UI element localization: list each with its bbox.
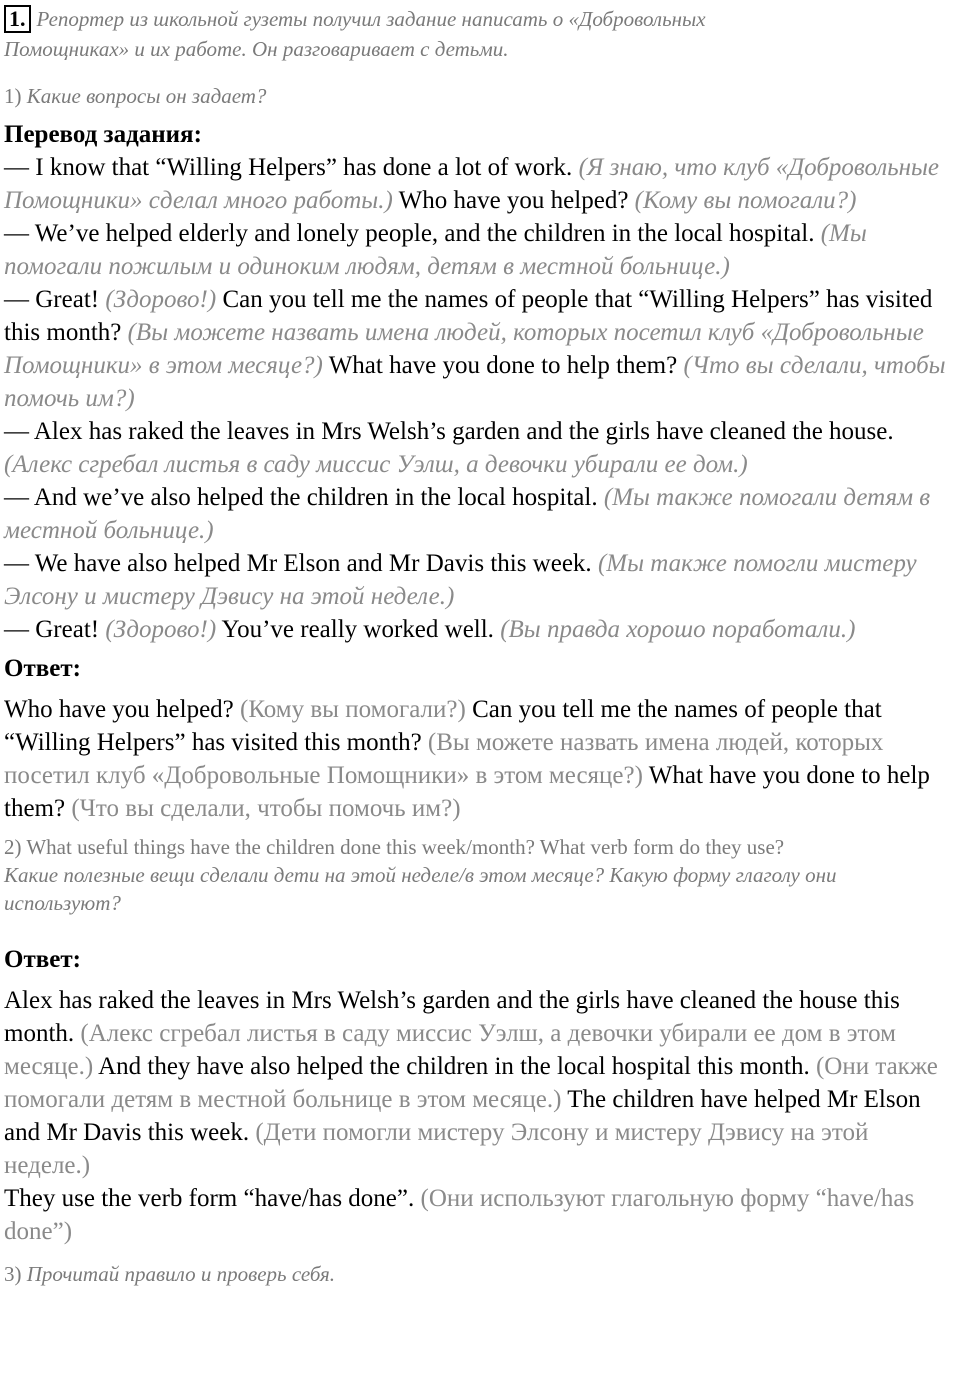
task-intro	[4, 4, 958, 64]
answer-1-en3: What have you done to help them?	[4, 762, 930, 822]
dialog-line-2-en: — We’ve helped elderly and lonely people, and the children in the local hospital.	[4, 220, 815, 247]
question-1	[4, 82, 958, 110]
answer-2-ru3: (Дети помогли мистеру Элсону и мистеру Дэвису на этой неделе.)	[4, 1119, 869, 1179]
answer-1-text	[4, 693, 958, 825]
dialog-line-6-en: — We have also helped Mr Elson and Mr Davis this week.	[4, 550, 592, 577]
answer-1-en1: Who have you helped?	[4, 696, 234, 723]
answer-2-ru2: (Они также помогали детям в местной больнице в этом месяце.)	[4, 1053, 938, 1113]
dialog-line-1-en: — I know that “Willing Helpers” has done a lot of work.	[4, 154, 573, 181]
dialog-line-1-en2: Who have you helped?	[398, 187, 629, 214]
dialog-line-4-en: — Alex has raked the leaves in Mrs Welsh’s garden and the girls have cleaned the house.	[4, 418, 894, 445]
answer-2-en3: The children have helped Mr Elson and Mr Davis this week.	[4, 1086, 921, 1146]
dialog-line-4-ru: (Алекс сгребал листья в саду миссис Уэлш, а девочки убирали ее дом.)	[4, 451, 748, 478]
dialog-line-7-en: — Great!	[4, 616, 100, 643]
dialog-line-2-ru: (Мы помогали пожилым и одиноким людям, детям в местной больнице.)	[4, 220, 867, 280]
question-2	[4, 833, 958, 917]
dialog-line-3-ru2: (Вы можете назвать имена людей, которых посетил клуб «Добровольные Помощники» в этом месяце?)	[4, 319, 924, 379]
answer-2-en1: Alex has raked the leaves in Mrs Welsh’s garden and the girls have cleaned the house this month.	[4, 987, 900, 1047]
dialog-line-7-ru2: (Вы правда хорошо поработали.)	[500, 616, 856, 643]
answer-1-ru1: (Кому вы помогали?)	[240, 696, 466, 723]
answer-1-ru2: (Вы можете назвать имена людей, которых посетил клуб «Добровольные Помощники» в этом месяце?)	[4, 729, 884, 789]
answer-2-text	[4, 984, 958, 1248]
dialog-line-7-ru: (Здорово!)	[105, 616, 217, 643]
dialog-line-3-ru3: (Что вы сделали, чтобы помочь им?)	[4, 352, 946, 412]
answer-2-en2: And they have also helped the children in the local hospital this month.	[98, 1053, 810, 1080]
translation-text	[4, 151, 958, 646]
question-3-text: Прочитай правило и проверь себя.	[26, 1262, 335, 1286]
answer-1-en2: Can you tell me the names of people that “Willing Helpers” has visited this month?	[4, 696, 882, 756]
question-3	[4, 1260, 958, 1288]
dialog-line-3-en3: What have you done to help them?	[328, 352, 678, 379]
task-intro-line1: Репортер из школьной гузеты получил задание написать о «Добровольных	[36, 7, 706, 31]
question-1-number: 1)	[4, 84, 22, 108]
question-1-text: Какие вопросы он задает?	[26, 84, 267, 108]
dialog-line-7-en2: You’ve really worked well.	[221, 616, 494, 643]
dialog-line-3-en: — Great!	[4, 286, 100, 313]
question-2-ru: Какие полезные вещи сделали дети на этой неделе/в этом месяце? Какую форму глаголу они используют?	[4, 863, 837, 915]
dialog-line-5-en: — And we’ve also helped the children in the local hospital.	[4, 484, 598, 511]
answer-2-ru4: (Они используют глагольную форму “have/has done”)	[4, 1185, 915, 1245]
dialog-line-1-ru: (Я знаю, что клуб «Добровольные Помощники» сделал много работы.)	[4, 154, 940, 214]
document-page	[4, 4, 958, 1288]
dialog-line-3-ru: (Здорово!)	[105, 286, 217, 313]
question-3-number: 3)	[4, 1262, 22, 1286]
answer-1-ru3: (Что вы сделали, чтобы помочь им?)	[71, 795, 461, 822]
answer-2-heading: Ответ:	[4, 946, 81, 973]
dialog-line-5-ru: (Мы также помогали детям в местной больнице.)	[4, 484, 931, 544]
translation-heading: Перевод задания:	[4, 121, 202, 148]
question-2-en: 2) What useful things have the children done this week/month? What verb form do they use?	[4, 835, 785, 859]
dialog-line-3-en2: Can you tell me the names of people that “Willing Helpers” has visited this month?	[4, 286, 933, 346]
answer-2-ru1: (Алекс сгребал листья в саду миссис Уэлш, а девочки убирали ее дом в этом месяце.)	[4, 1020, 896, 1080]
dialog-line-1-ru2: (Кому вы помогали?)	[634, 187, 857, 214]
answer-2-en4: They use the verb form “have/has done”.	[4, 1185, 415, 1212]
task-intro-line2: Помощниках» и их работе. Он разговаривает с детьми.	[4, 37, 509, 61]
answer-1-heading: Ответ:	[4, 655, 81, 682]
dialog-line-6-ru: (Мы также помогли мистеру Элсону и мистеру Дэвису на этой неделе.)	[4, 550, 917, 610]
task-number: 1.	[4, 5, 31, 33]
